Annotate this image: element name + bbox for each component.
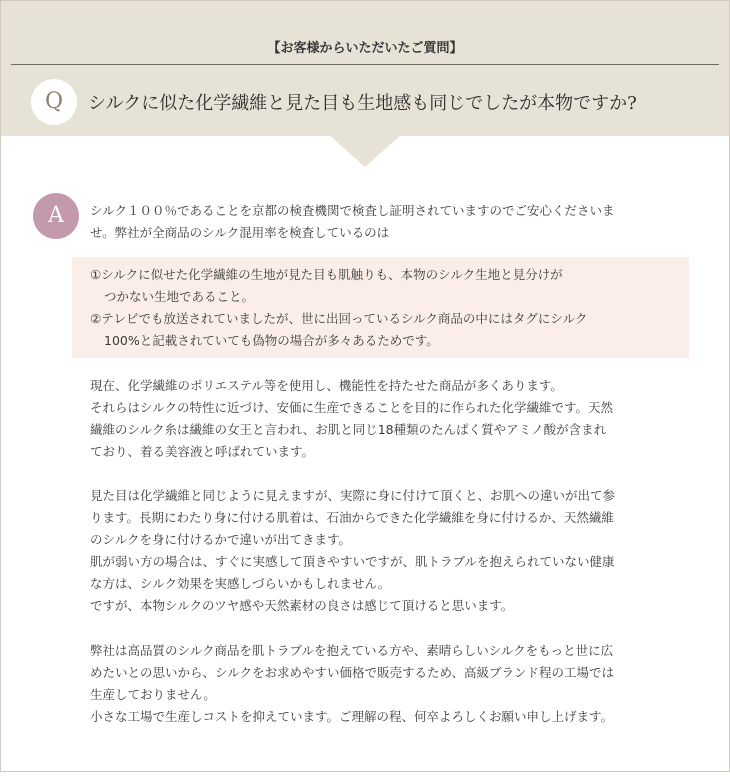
paragraph-line: それらはシルクの特性に近づけ、安価に生産できることを目的に作られた化学繊維です。天然 [90, 400, 613, 415]
reasons-box [72, 257, 689, 358]
answer-badge: A [33, 193, 79, 239]
paragraph-line: のシルクを身に付けるかで違いが出てきます。 [90, 532, 351, 547]
reason-item-1-cont: つかない生地であること。 [104, 289, 255, 304]
paragraph-line: な方は、シルク効果を実感しづらいかもしれません。 [90, 576, 391, 591]
answer-intro-line: せ。弊社が全商品のシルク混用率を検査しているのは [90, 225, 390, 240]
reason-item-1: ①シルクに似せた化学繊維の生地が見た目も肌触りも、本物のシルク生地と見分けが [90, 267, 563, 282]
answer-intro [90, 200, 700, 244]
section-heading: 【お客様からいただいたご質問】 [267, 41, 463, 56]
heading-divider [11, 64, 719, 65]
question-text: シルクに似た化学繊維と見た目も生地感も同じでしたが本物ですか? [88, 93, 637, 114]
paragraph-line: 見た目は化学繊維と同じように見えますが、実際に身に付けて頂くと、お肌への違いが出て参 [90, 488, 616, 503]
paragraph-line: めたいとの思いから、シルクをお求めやすい価格で販売するため、高級ブランド程の工場では [90, 665, 614, 680]
paragraph-line: 小さな工場で生産しコストを抑えています。ご理解の程、何卒よろしくお願い申し上げます。 [90, 709, 614, 724]
paragraph-1 [90, 375, 613, 463]
answer-intro-line: シルク１００％であることを京都の検査機関で検査し証明されていますのでご安心くださいま [90, 203, 615, 218]
paragraph-line: 弊社は高品質のシルク商品を肌トラブルを抱えている方や、素晴らしいシルクをもっと世に広 [90, 643, 614, 658]
question-band [1, 1, 729, 136]
speech-pointer-icon [329, 135, 401, 167]
reasons-list [90, 264, 587, 352]
paragraph-3 [90, 640, 614, 728]
paragraph-line: 現在、化学繊維のポリエステル等を使用し、機能性を持たせた商品が多くあります。 [90, 378, 563, 393]
question-badge: Q [31, 79, 77, 125]
reason-item-2: ②テレビでも放送されていましたが、世に出回っているシルク商品の中にはタグにシルク [90, 311, 588, 326]
paragraph-line: ており、着る美容液と呼ばれています。 [90, 444, 315, 459]
paragraph-line: ですが、本物シルクのツヤ感や天然素材の良さは感じて頂けると思います。 [90, 598, 514, 613]
paragraph-line: 肌が弱い方の場合は、すぐに実感して頂きやすいですが、肌トラブルを抱えられていない健康 [90, 554, 615, 569]
paragraph-line: 生産しておりません。 [90, 687, 216, 702]
reason-item-2-cont: 100%と記載されていても偽物の場合が多々あるためです。 [104, 333, 439, 348]
paragraph-line: ります。長期にわたり身に付ける肌着は、石油からできた化学繊維を身に付けるか、天然繊維 [90, 510, 614, 525]
paragraph-2 [90, 485, 615, 617]
paragraph-line: 繊維のシルク糸は繊維の女王と言われ、お肌と同じ18種類のたんぱく質やアミノ酸が含まれ [90, 422, 607, 437]
